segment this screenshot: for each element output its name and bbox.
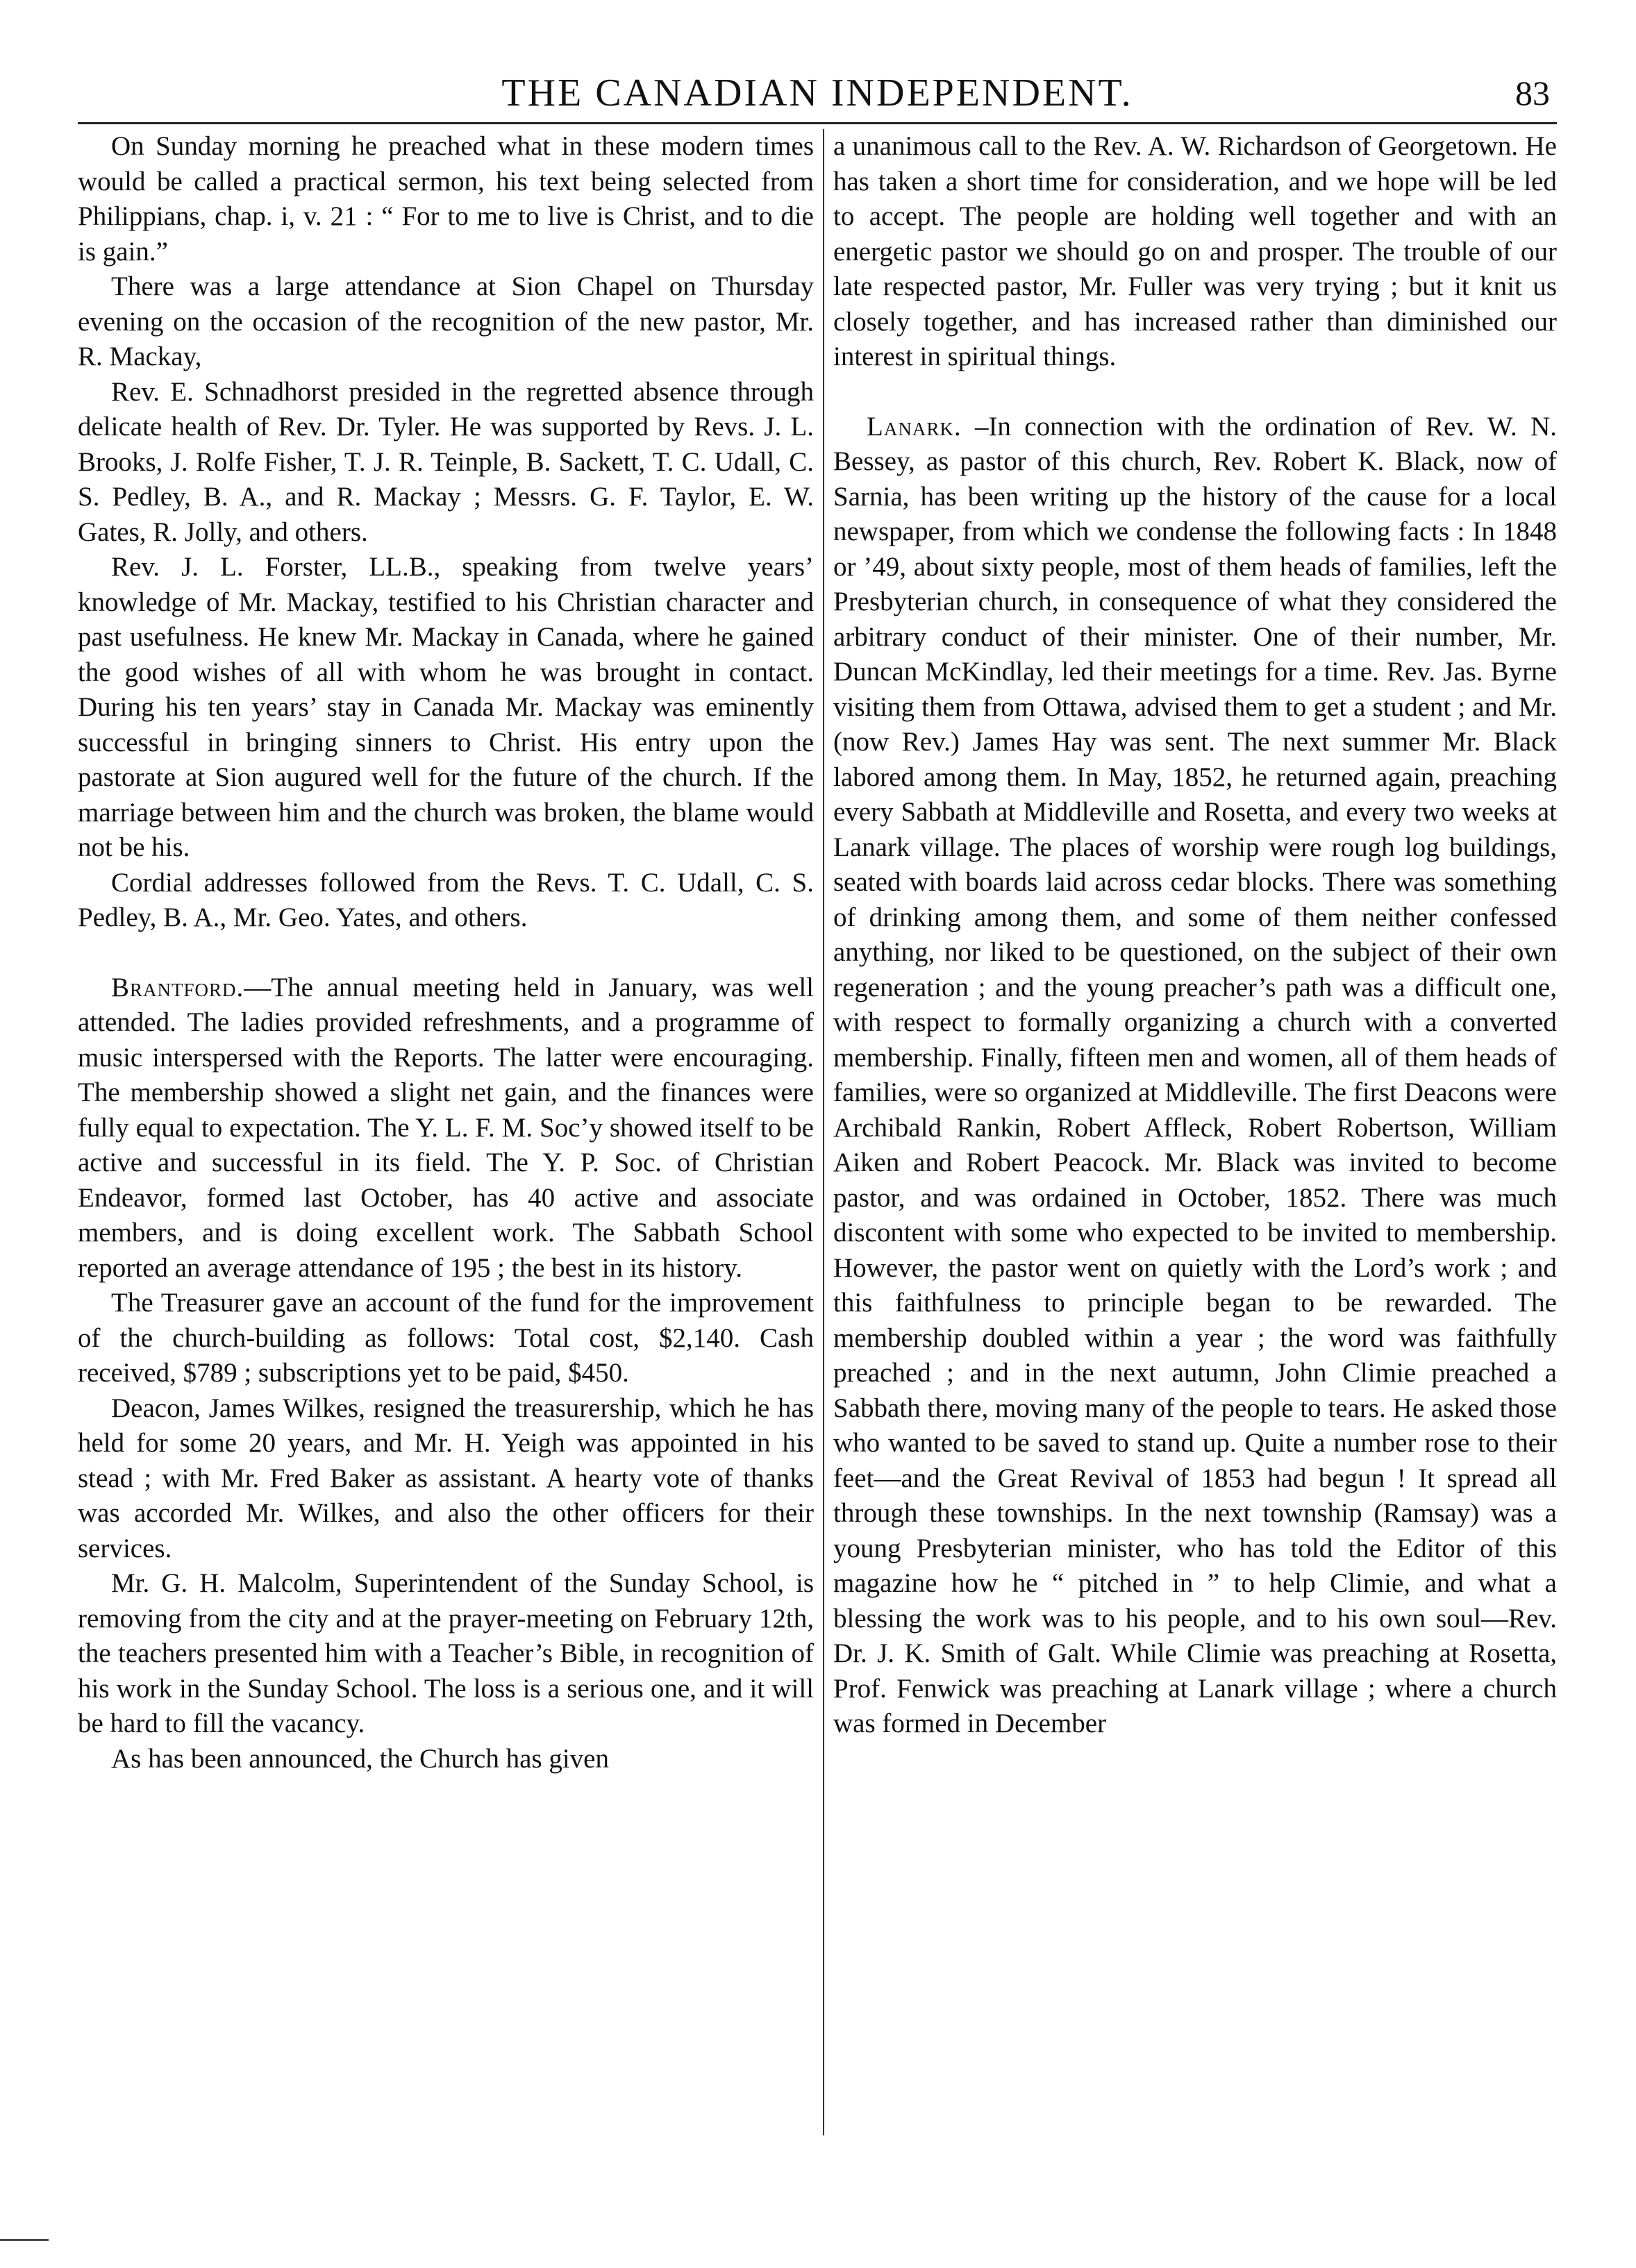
left-column xyxy=(78,129,814,1776)
paragraph: On Sunday morning he preached what in these modern times would be called a practical sermon, his text being selected from Philippians, chap. i, v. 21 : “ For to me to live is Christ, and to die is gain.” xyxy=(78,131,814,267)
column-divider xyxy=(823,129,824,2135)
paragraph-text: –In connection with the ordination of Rev. W. N. Bessey, as pastor of this church, Rev. Robert K. Black, now of Sarnia, has been writing up the history of the cause for a local newspaper, from which we condense the following facts : In 1848 or ’49, about sixty people, most of them heads of families, left the Presbyterian church, in consequence of what they considered the arbitrary conduct of their minister. One of their number, Mr. Duncan McKindlay, led their meetings for a time. Rev. Jas. Byrne visiting them from Ottawa, advised them to get a student ; and Mr. (now Rev.) James Hay was sent. The next summer Mr. Black labored among them. In May, 1852, he returned again, preaching every Sabbath at Middleville and Rosetta, and every two weeks at Lanark village. The places of worship were rough log buildings, seated with boards laid across cedar blocks. There was something of drinking among them, and some of them neither confessed anything, nor liked to be questioned, on the subject of their own regeneration ; and the young preacher’s path was a difficult one, with respect to formally organizing a church with a converted membership. Finally, fifteen men and women, all of them heads of families, were so organized at Middleville. The first Deacons were Archibald Rankin, Robert Affleck, Robert Robertson, William Aiken and Robert Peacock. Mr. Black was invited to become pastor, and was ordained in October, 1852. There was much discontent with some who expected to be invited to membership. However, the pastor went on quietly with the Lord’s work ; and this faithfulness to principle began to be rewarded. The membership doubled within a year ; the word was faithfully preached ; and in the next autumn, John Climie preached a Sabbath there, moving many of the people to tears. He asked those who wanted to be saved to stand up. Quite a number rose to their feet—and the Great Revival of 1853 had begun ! It spread all through these townships. In the next township (Ramsay) was a young Presbyterian minister, who has told the Editor of this magazine how he “ pitched in ” to help Climie, and what a blessing the work was to his people, and to his own soul—Rev. Dr. J. K. Smith of Galt. While Climie was preaching at Rosetta, Prof. Fenwick was preaching at Lanark village ; where a church was formed in December xyxy=(833,411,1557,1738)
paragraph: Cordial addresses followed from the Revs. T. C. Udall, C. S. Pedley, B. A., Mr. Geo. Yates, and others. xyxy=(78,867,814,932)
paragraph: The Treasurer gave an account of the fund for the improvement of the church-building as follows: Total cost, $2,140. Cash received, $789 ; subscriptions yet to be paid, $450. xyxy=(78,1288,814,1388)
section-gap xyxy=(78,936,814,971)
paragraph: a unanimous call to the Rev. A. W. Richardson of Georgetown. He has taken a short time for consideration, and we hope will be led to accept. The people are holding well together and with an energetic pastor we should go on and prosper. The trouble of our late respected pastor, Mr. Fuller was very trying ; but it knit us closely together, and has increased rather than diminished our interest in spiritual things. xyxy=(833,131,1557,371)
place-heading: Lanark. xyxy=(867,411,962,442)
paragraph-brantford xyxy=(78,971,814,1286)
place-heading: Brantford. xyxy=(111,972,244,1002)
paragraph: Deacon, James Wilkes, resigned the treasurership, which he has held for some 20 years, and Mr. H. Yeigh was appointed in his stead ; with Mr. Fred Baker as assistant. A hearty vote of thanks was accorded Mr. Wilkes, and also the other officers for their services. xyxy=(78,1393,814,1563)
page-edge-mark xyxy=(0,2239,49,2241)
paragraph: Rev. E. Schnadhorst presided in the regretted absence through delicate health of Rev. Dr. Tyler. He was supported by Revs. J. L. Brooks, J. Rolfe Fisher, T. J. R. Teinple, B. Sackett, T. C. Udall, C. S. Pedley, B. A., and R. Mackay ; Messrs. G. F. Taylor, E. W. Gates, R. Jolly, and others. xyxy=(78,376,814,547)
paragraph-text: —The annual meeting held in January, was well attended. The ladies provided refreshments, and a programme of music interspersed with the Reports. The latter were encouraging. The membership showed a slight net gain, and the finances were fully equal to expectation. The Y. L. F. M. Soc’y showed itself to be active and successful in its field. The Y. P. Soc. of Christian Endeavor, formed last October, has 40 active and associate members, and is doing excellent work. The Sabbath School reported an average attendance of 195 ; the best in its history. xyxy=(78,972,814,1283)
paragraph-lanark xyxy=(833,410,1557,1742)
paragraph: As has been announced, the Church has given xyxy=(111,1743,609,1774)
page-number: 83 xyxy=(1515,74,1550,112)
publication-title: THE CANADIAN INDEPENDENT. xyxy=(501,72,1133,115)
paragraph: Rev. J. L. Forster, LL.B., speaking from twelve years’ knowledge of Mr. Mackay, testified to his Christian character and past usefulness. He knew Mr. Mackay in Canada, where he gained the good wishes of all with whom he was brought in contact. During his ten years’ stay in Canada Mr. Mackay was eminently successful in bringing sinners to Christ. His entry upon the pastorate at Sion augured well for the future of the church. If the marriage between him and the church was broken, the blame would not be his. xyxy=(78,552,814,862)
section-gap xyxy=(833,375,1557,410)
page-header xyxy=(78,67,1557,124)
paragraph: There was a large attendance at Sion Chapel on Thursday evening on the occasion of the recognition of the new pastor, Mr. R. Mackay, xyxy=(78,271,814,371)
paragraph: Mr. G. H. Malcolm, Superintendent of the Sunday School, is removing from the city and at the prayer-meeting on February 12th, the teachers presented him with a Teacher’s Bible, in recognition of his work in the Sunday School. The loss is a serious one, and it will be hard to fill the vacancy. xyxy=(78,1568,814,1738)
right-column xyxy=(833,129,1557,1742)
